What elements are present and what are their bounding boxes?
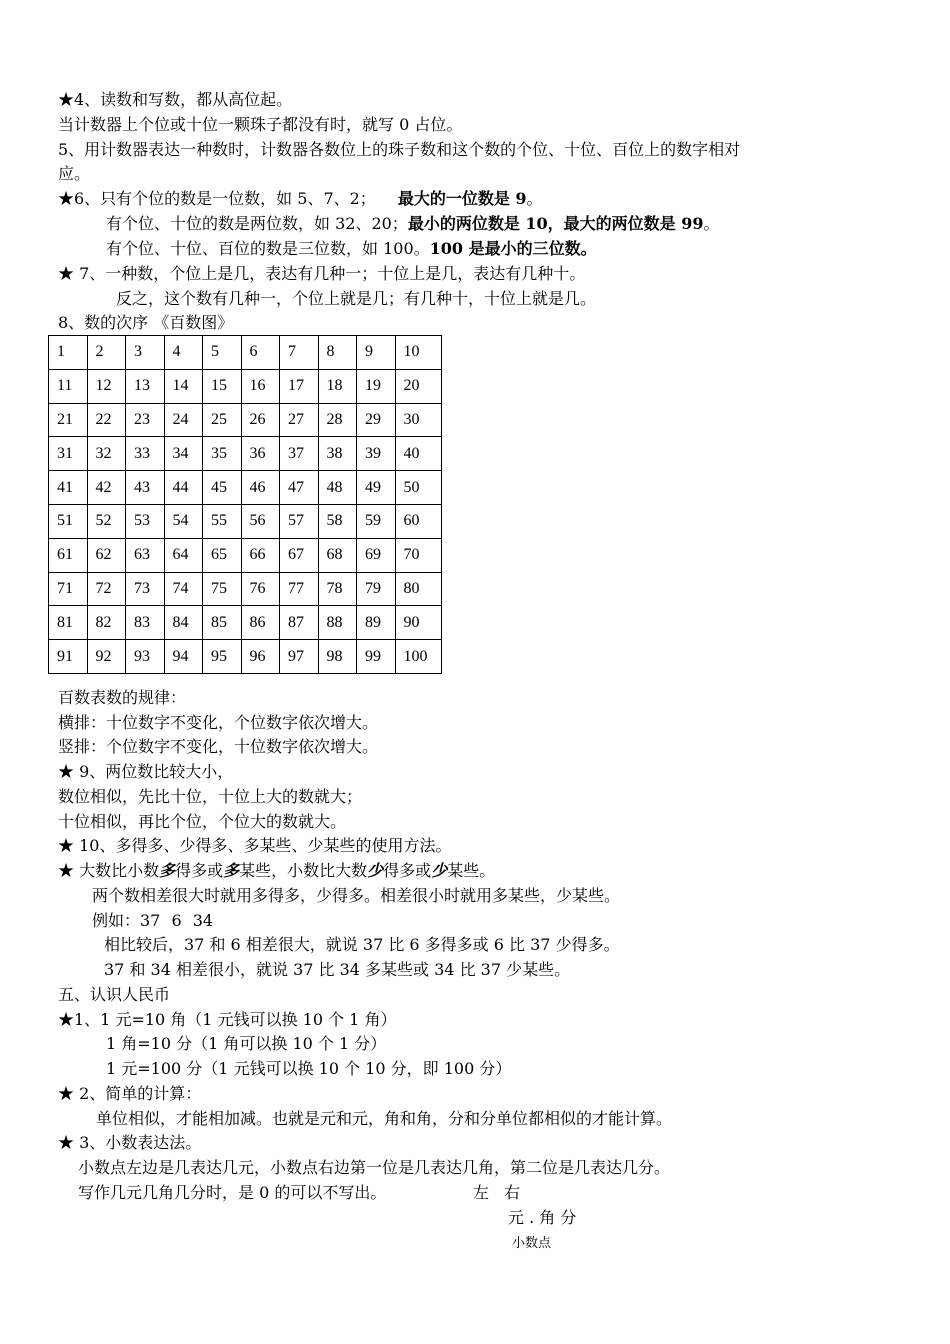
table-cell: 1 [49, 336, 88, 370]
line-compare-tens: 数位相似，先比十位，十位上大的数就大； [58, 787, 363, 806]
table-cell: 6 [241, 336, 280, 370]
table-row [49, 606, 442, 640]
table-cell: 88 [318, 606, 357, 640]
table-cell: 94 [164, 640, 203, 674]
table-cell: 48 [318, 471, 357, 505]
text: 。 [703, 214, 720, 233]
table-cell: 19 [357, 369, 396, 403]
table-cell: 2 [87, 336, 126, 370]
line-6-one-digit [58, 189, 543, 209]
text: 得多或 [175, 861, 224, 880]
table-cell: 20 [395, 369, 441, 403]
line-6-two-digit [106, 214, 720, 234]
emphasis-text: 多 [159, 861, 176, 880]
line-7-converse: 反之，这个数有几种一，个位上就是几；有几种十，十位上就是几。 [116, 289, 597, 308]
line-jiao-fen: 1 角=10 分（1 角可以换 10 个 1 分） [106, 1034, 387, 1053]
table-cell: 80 [395, 572, 441, 606]
table-cell: 18 [318, 369, 357, 403]
table-cell: 85 [203, 606, 242, 640]
bold-text: 最大的一位数是 9 [397, 189, 527, 208]
table-cell: 81 [49, 606, 88, 640]
table-cell: 86 [241, 606, 280, 640]
table-cell: 45 [203, 471, 242, 505]
table-cell: 41 [49, 471, 88, 505]
line-same-units: 单位相似，才能相加减。也就是元和元，角和角，分和分单位都相似的才能计算。 [96, 1109, 673, 1128]
table-cell: 97 [280, 640, 319, 674]
line-compare-ones: 十位相似，再比个位，个位大的数就大。 [58, 812, 347, 831]
label-left-right: 左 右 [473, 1183, 521, 1202]
table-cell: 60 [395, 504, 441, 538]
table-row [49, 369, 442, 403]
table-cell: 100 [395, 640, 441, 674]
table-cell: 73 [126, 572, 165, 606]
table-cell: 24 [164, 403, 203, 437]
table-cell: 71 [49, 572, 88, 606]
table-cell: 78 [318, 572, 357, 606]
table-row [49, 572, 442, 606]
table-cell: 93 [126, 640, 165, 674]
table-cell: 12 [87, 369, 126, 403]
table-cell: 43 [126, 471, 165, 505]
table-row [49, 471, 442, 505]
line-6-three-digit [106, 239, 597, 259]
table-cell: 46 [241, 471, 280, 505]
line-columns-rule: 竖排：个位数字不变化，十位数字依次增大。 [58, 737, 379, 756]
line-5-abacus: 5、用计数器表达一种数时，计数器各数位上的珠子数和这个数的个位、十位、百位上的数字相对 [58, 140, 741, 159]
line-decimal-notation: ★ 3、小数表达法。 [58, 1133, 202, 1152]
table-cell: 55 [203, 504, 242, 538]
table-cell: 83 [126, 606, 165, 640]
table-cell: 72 [87, 572, 126, 606]
table-cell: 16 [241, 369, 280, 403]
table-cell: 52 [87, 504, 126, 538]
table-cell: 15 [203, 369, 242, 403]
label-yuan-jiao-fen: 元 . 角 分 [508, 1208, 577, 1227]
table-cell: 49 [357, 471, 396, 505]
table-cell: 25 [203, 403, 242, 437]
line-difference-usage: 两个数相差很大时就用多得多，少得多。相差很小时就用多某些，少某些。 [92, 886, 621, 905]
table-row [49, 437, 442, 471]
table-cell: 47 [280, 471, 319, 505]
text: ★ 大数比小数 [58, 861, 160, 880]
table-cell: 35 [203, 437, 242, 471]
table-cell: 53 [126, 504, 165, 538]
table-cell: 74 [164, 572, 203, 606]
table-cell: 99 [357, 640, 396, 674]
text: 有个位、十位的数是两位数，如 32、20； [106, 214, 408, 233]
table-cell: 21 [49, 403, 88, 437]
table-cell: 63 [126, 538, 165, 572]
table-cell: 66 [241, 538, 280, 572]
bold-text: 最小的两位数是 10，最大的两位数是 99 [407, 214, 704, 233]
table-cell: 82 [87, 606, 126, 640]
table-row [49, 538, 442, 572]
line-4-read-write: ★4、读数和写数，都从高位起。 [58, 90, 293, 109]
table-cell: 69 [357, 538, 396, 572]
table-cell: 57 [280, 504, 319, 538]
table-cell: 54 [164, 504, 203, 538]
line-hundred-rules: 百数表数的规律： [58, 688, 187, 707]
line-8-hundred-chart-title: 8、数的次序 《百数图》 [58, 313, 234, 332]
table-cell: 23 [126, 403, 165, 437]
table-cell: 38 [318, 437, 357, 471]
table-cell: 91 [49, 640, 88, 674]
table-cell: 29 [357, 403, 396, 437]
text: 得多或 [383, 861, 432, 880]
line-example-small: 37 和 34 相差很小，就说 37 比 34 多某些或 34 比 37 少某些。 [104, 960, 571, 979]
emphasis-text: 多 [223, 861, 240, 880]
table-cell: 13 [126, 369, 165, 403]
table-row [49, 504, 442, 538]
table-row [49, 336, 442, 370]
table-cell: 50 [395, 471, 441, 505]
table-cell: 62 [87, 538, 126, 572]
table-cell: 92 [87, 640, 126, 674]
text: 。 [526, 189, 543, 208]
text: ★6、只有个位的数是一位数，如 5、7、2； [58, 189, 376, 208]
table-cell: 58 [318, 504, 357, 538]
table-cell: 70 [395, 538, 441, 572]
table-cell: 68 [318, 538, 357, 572]
line-big-small [58, 861, 495, 881]
table-cell: 4 [164, 336, 203, 370]
table-cell: 14 [164, 369, 203, 403]
line-decimal-explain: 小数点左边是几表达几元，小数点右边第一位是几表达几角，第二位是几表达几分。 [78, 1158, 671, 1177]
table-cell: 42 [87, 471, 126, 505]
table-cell: 37 [280, 437, 319, 471]
line-9-compare: ★ 9、两位数比较大小， [58, 762, 234, 781]
table-cell: 30 [395, 403, 441, 437]
line-example-big: 相比较后，37 和 6 相差很大，就说 37 比 6 多得多或 6 比 37 少得多。 [104, 935, 620, 954]
table-cell: 33 [126, 437, 165, 471]
line-zero-placeholder: 当计数器上个位或十位一颗珠子都没有时，就写 0 占位。 [58, 115, 463, 134]
table-cell: 5 [203, 336, 242, 370]
table-cell: 9 [357, 336, 396, 370]
table-cell: 59 [357, 504, 396, 538]
line-yuan-fen: 1 元=100 分（1 元钱可以换 10 个 10 分，即 100 分） [106, 1059, 512, 1078]
table-cell: 65 [203, 538, 242, 572]
line-rows-rule: 横排：十位数字不变化，个位数字依次增大。 [58, 713, 379, 732]
table-cell: 67 [280, 538, 319, 572]
table-cell: 51 [49, 504, 88, 538]
text: 某些，小数比大数 [239, 861, 368, 880]
table-cell: 10 [395, 336, 441, 370]
table-cell: 11 [49, 369, 88, 403]
line-simple-calc: ★ 2、简单的计算： [58, 1084, 202, 1103]
line-example: 例如：37 6 34 [92, 911, 214, 930]
table-row [49, 403, 442, 437]
table-cell: 44 [164, 471, 203, 505]
table-cell: 36 [241, 437, 280, 471]
table-cell: 64 [164, 538, 203, 572]
table-cell: 79 [357, 572, 396, 606]
table-cell: 7 [280, 336, 319, 370]
table-cell: 76 [241, 572, 280, 606]
emphasis-text: 少 [431, 861, 448, 880]
hundred-chart-table [48, 335, 442, 674]
table-cell: 28 [318, 403, 357, 437]
bold-text: 100 是最小的三位数。 [429, 239, 597, 258]
table-cell: 84 [164, 606, 203, 640]
table-cell: 75 [203, 572, 242, 606]
table-cell: 96 [241, 640, 280, 674]
table-cell: 3 [126, 336, 165, 370]
line-yuan-jiao: ★1、1 元=10 角（1 元钱可以换 10 个 1 角） [58, 1010, 397, 1029]
table-cell: 39 [357, 437, 396, 471]
table-cell: 22 [87, 403, 126, 437]
table-cell: 34 [164, 437, 203, 471]
table-row [49, 640, 442, 674]
table-cell: 77 [280, 572, 319, 606]
table-cell: 26 [241, 403, 280, 437]
table-cell: 61 [49, 538, 88, 572]
table-cell: 27 [280, 403, 319, 437]
text: 有个位、十位、百位的数是三位数，如 100。 [106, 239, 430, 258]
table-cell: 17 [280, 369, 319, 403]
table-cell: 40 [395, 437, 441, 471]
label-decimal-point: 小数点 [512, 1236, 552, 1251]
text: 某些。 [447, 861, 496, 880]
table-cell: 98 [318, 640, 357, 674]
table-cell: 56 [241, 504, 280, 538]
table-cell: 90 [395, 606, 441, 640]
table-cell: 87 [280, 606, 319, 640]
line-section-5-rmb: 五、认识人民币 [58, 985, 171, 1004]
table-cell: 31 [49, 437, 88, 471]
line-7-place-value: ★ 7、一种数，个位上是几，表达有几种一；十位上是几，表达有几种十。 [58, 264, 586, 283]
table-cell: 95 [203, 640, 242, 674]
table-cell: 32 [87, 437, 126, 471]
line-5-continued: 应。 [58, 164, 91, 183]
table-cell: 8 [318, 336, 357, 370]
line-10-usage: ★ 10、多得多、少得多、多某些、少某些的使用方法。 [58, 836, 452, 855]
emphasis-text: 少 [367, 861, 384, 880]
table-cell: 89 [357, 606, 396, 640]
line-omit-zero: 写作几元几角几分时，是 0 的可以不写出。 [78, 1183, 387, 1202]
